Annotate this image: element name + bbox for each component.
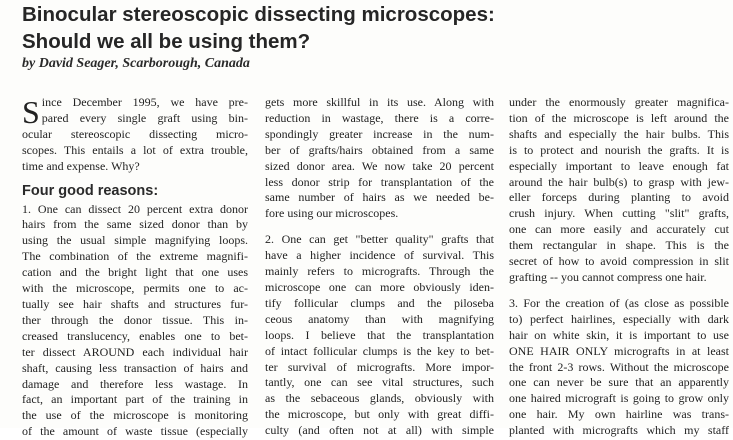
text-line: 2. One can get "better quality" grafts that xyxy=(265,232,494,247)
text-line: tantly, one can see vital structures, such xyxy=(265,375,494,390)
text-line: as the sebaceous glands, obviously with xyxy=(265,391,494,406)
text-line: the use of the microscope is monitoring xyxy=(22,408,248,423)
text-line: hairs from the same sized donor than by xyxy=(22,217,248,232)
text-line: them rectangular in shape. This is the xyxy=(509,238,729,253)
text-line: 1. One can dissect 20 percent extra donor xyxy=(22,201,248,216)
text-line: of the amount of waste tissue (especially xyxy=(22,424,248,439)
text-line: shafts and especially the hair bulbs. This xyxy=(509,126,729,141)
text-line: one can never be sure that an apparently xyxy=(509,375,729,390)
article-title xyxy=(22,1,495,55)
text-line: crush injury. When cutting "slit" grafts, xyxy=(509,206,729,221)
text-line: with the microscope, permits one to ac- xyxy=(22,281,248,296)
text-line: cation and the bright light that one uses xyxy=(22,265,248,280)
text-line: tually see hair shafts and structures fur- xyxy=(22,296,248,311)
text-line: scopes. This entails a lot of extra trouble, xyxy=(22,142,248,157)
text-line: eller forceps during planting to avoid xyxy=(509,190,729,205)
text-line: spondingly greater increase in the num- xyxy=(265,126,494,141)
text-line: gets more skillful in its use. Along with xyxy=(265,95,494,109)
text-line: hair on white skin, it is important to use xyxy=(509,327,729,342)
text-line: fact, an important part of the training in xyxy=(22,392,248,407)
column-1 xyxy=(22,95,248,440)
text-line: ince December 1995, we have pre- xyxy=(41,95,248,109)
text-line: The combination of the extreme magnifi- xyxy=(22,249,248,264)
column-2 xyxy=(265,95,494,439)
text-line: fore using our microscopes. xyxy=(265,206,399,221)
text-line: one can more easily and accurately cut xyxy=(509,222,729,237)
text-line: ONE HAIR ONLY micrografts in at least xyxy=(509,343,729,358)
text-line: culty (and often not at all) with simple xyxy=(265,423,494,438)
text-line: the microscope, but only with great diffi- xyxy=(265,407,494,422)
reason-3-paragraph xyxy=(509,296,729,439)
text-line: the front 2-3 rows. Without the microscope xyxy=(509,359,729,374)
title-line-1: Binocular stereoscopic dissecting microscopes: xyxy=(22,3,495,26)
paragraph-gap xyxy=(509,286,729,296)
text-line: of intact follicular clumps is the key to bet- xyxy=(265,343,494,358)
text-line: ber of grafts/hairs obtained from a same xyxy=(265,142,494,157)
text-line: tify follicular clumps and the piloseba xyxy=(265,295,494,310)
text-line: ceous anatomy than with magnifying xyxy=(265,311,494,326)
intro-paragraph xyxy=(22,95,248,175)
text-line: time and expense. Why? xyxy=(22,158,140,173)
text-line: under the enormously greater magnifica- xyxy=(509,95,729,109)
text-line: same number of hairs as we needed be- xyxy=(265,190,494,205)
text-line: ter survival of micrografts. More impor- xyxy=(265,359,494,374)
text-line: loops. I believe that the transplantation xyxy=(265,327,494,342)
text-line: grafting -- you cannot compress one hair. xyxy=(509,269,707,284)
text-line: using the usual simple magnifying loops. xyxy=(22,233,248,248)
text-line: ocular stereoscopic dissecting micro- xyxy=(22,126,248,141)
text-line: one hair. My own hairline was trans- xyxy=(509,407,729,422)
text-line: tion of the microscope is left around the xyxy=(509,110,729,125)
text-line: is to protect and nourish the grafts. It is xyxy=(509,142,729,157)
text-line: 3. For the creation of (as close as possible xyxy=(509,295,729,310)
title-line-2: Should we all be using them? xyxy=(22,30,311,53)
text-line: around the hair bulb(s) to grasp with jew- xyxy=(509,174,729,189)
text-line: to) perfect hairlines, especially with dark xyxy=(509,311,729,326)
reason-2-continued-paragraph xyxy=(509,95,729,286)
reason-1-continued-paragraph xyxy=(265,95,494,222)
section-subheading: Four good reasons: xyxy=(22,182,159,199)
column-3 xyxy=(509,95,729,439)
text-line: mainly refers to micrografts. Through the xyxy=(265,264,494,279)
text-line: sized donor area. We now take 20 percent xyxy=(265,158,494,173)
text-line: ter dissect AROUND each individual hair xyxy=(22,344,248,359)
text-line: shaft, causing less transaction of hairs and xyxy=(22,360,248,375)
paragraph-gap xyxy=(265,222,494,232)
text-line: especially important to leave enough fat xyxy=(509,158,729,173)
text-line: reduction in wastage, there is a corre- xyxy=(265,110,494,125)
text-line: creased translucency, enables one to bet- xyxy=(22,328,248,343)
text-line: one haired micrograft is going to grow only xyxy=(509,391,729,406)
article-byline: by David Seager, Scarborough, Canada xyxy=(22,56,250,71)
drop-cap: S xyxy=(22,94,40,130)
text-line: ther through the donor tissue. This in- xyxy=(22,312,248,327)
text-line: microscope one can more obviously iden- xyxy=(265,279,494,294)
text-line: damage and therefore less wastage. In xyxy=(22,376,248,391)
reason-1-paragraph xyxy=(22,202,248,440)
text-line: less donor strip for transplantation of the xyxy=(265,174,494,189)
text-line: have a higher incidence of survival. This xyxy=(265,248,494,263)
text-line: planted with micrografts which my staff xyxy=(509,423,729,438)
text-line: pared every single graft using bin- xyxy=(41,110,248,125)
reason-2-paragraph xyxy=(265,232,494,439)
text-line: secret of how to avoid compression in slit xyxy=(509,254,729,269)
